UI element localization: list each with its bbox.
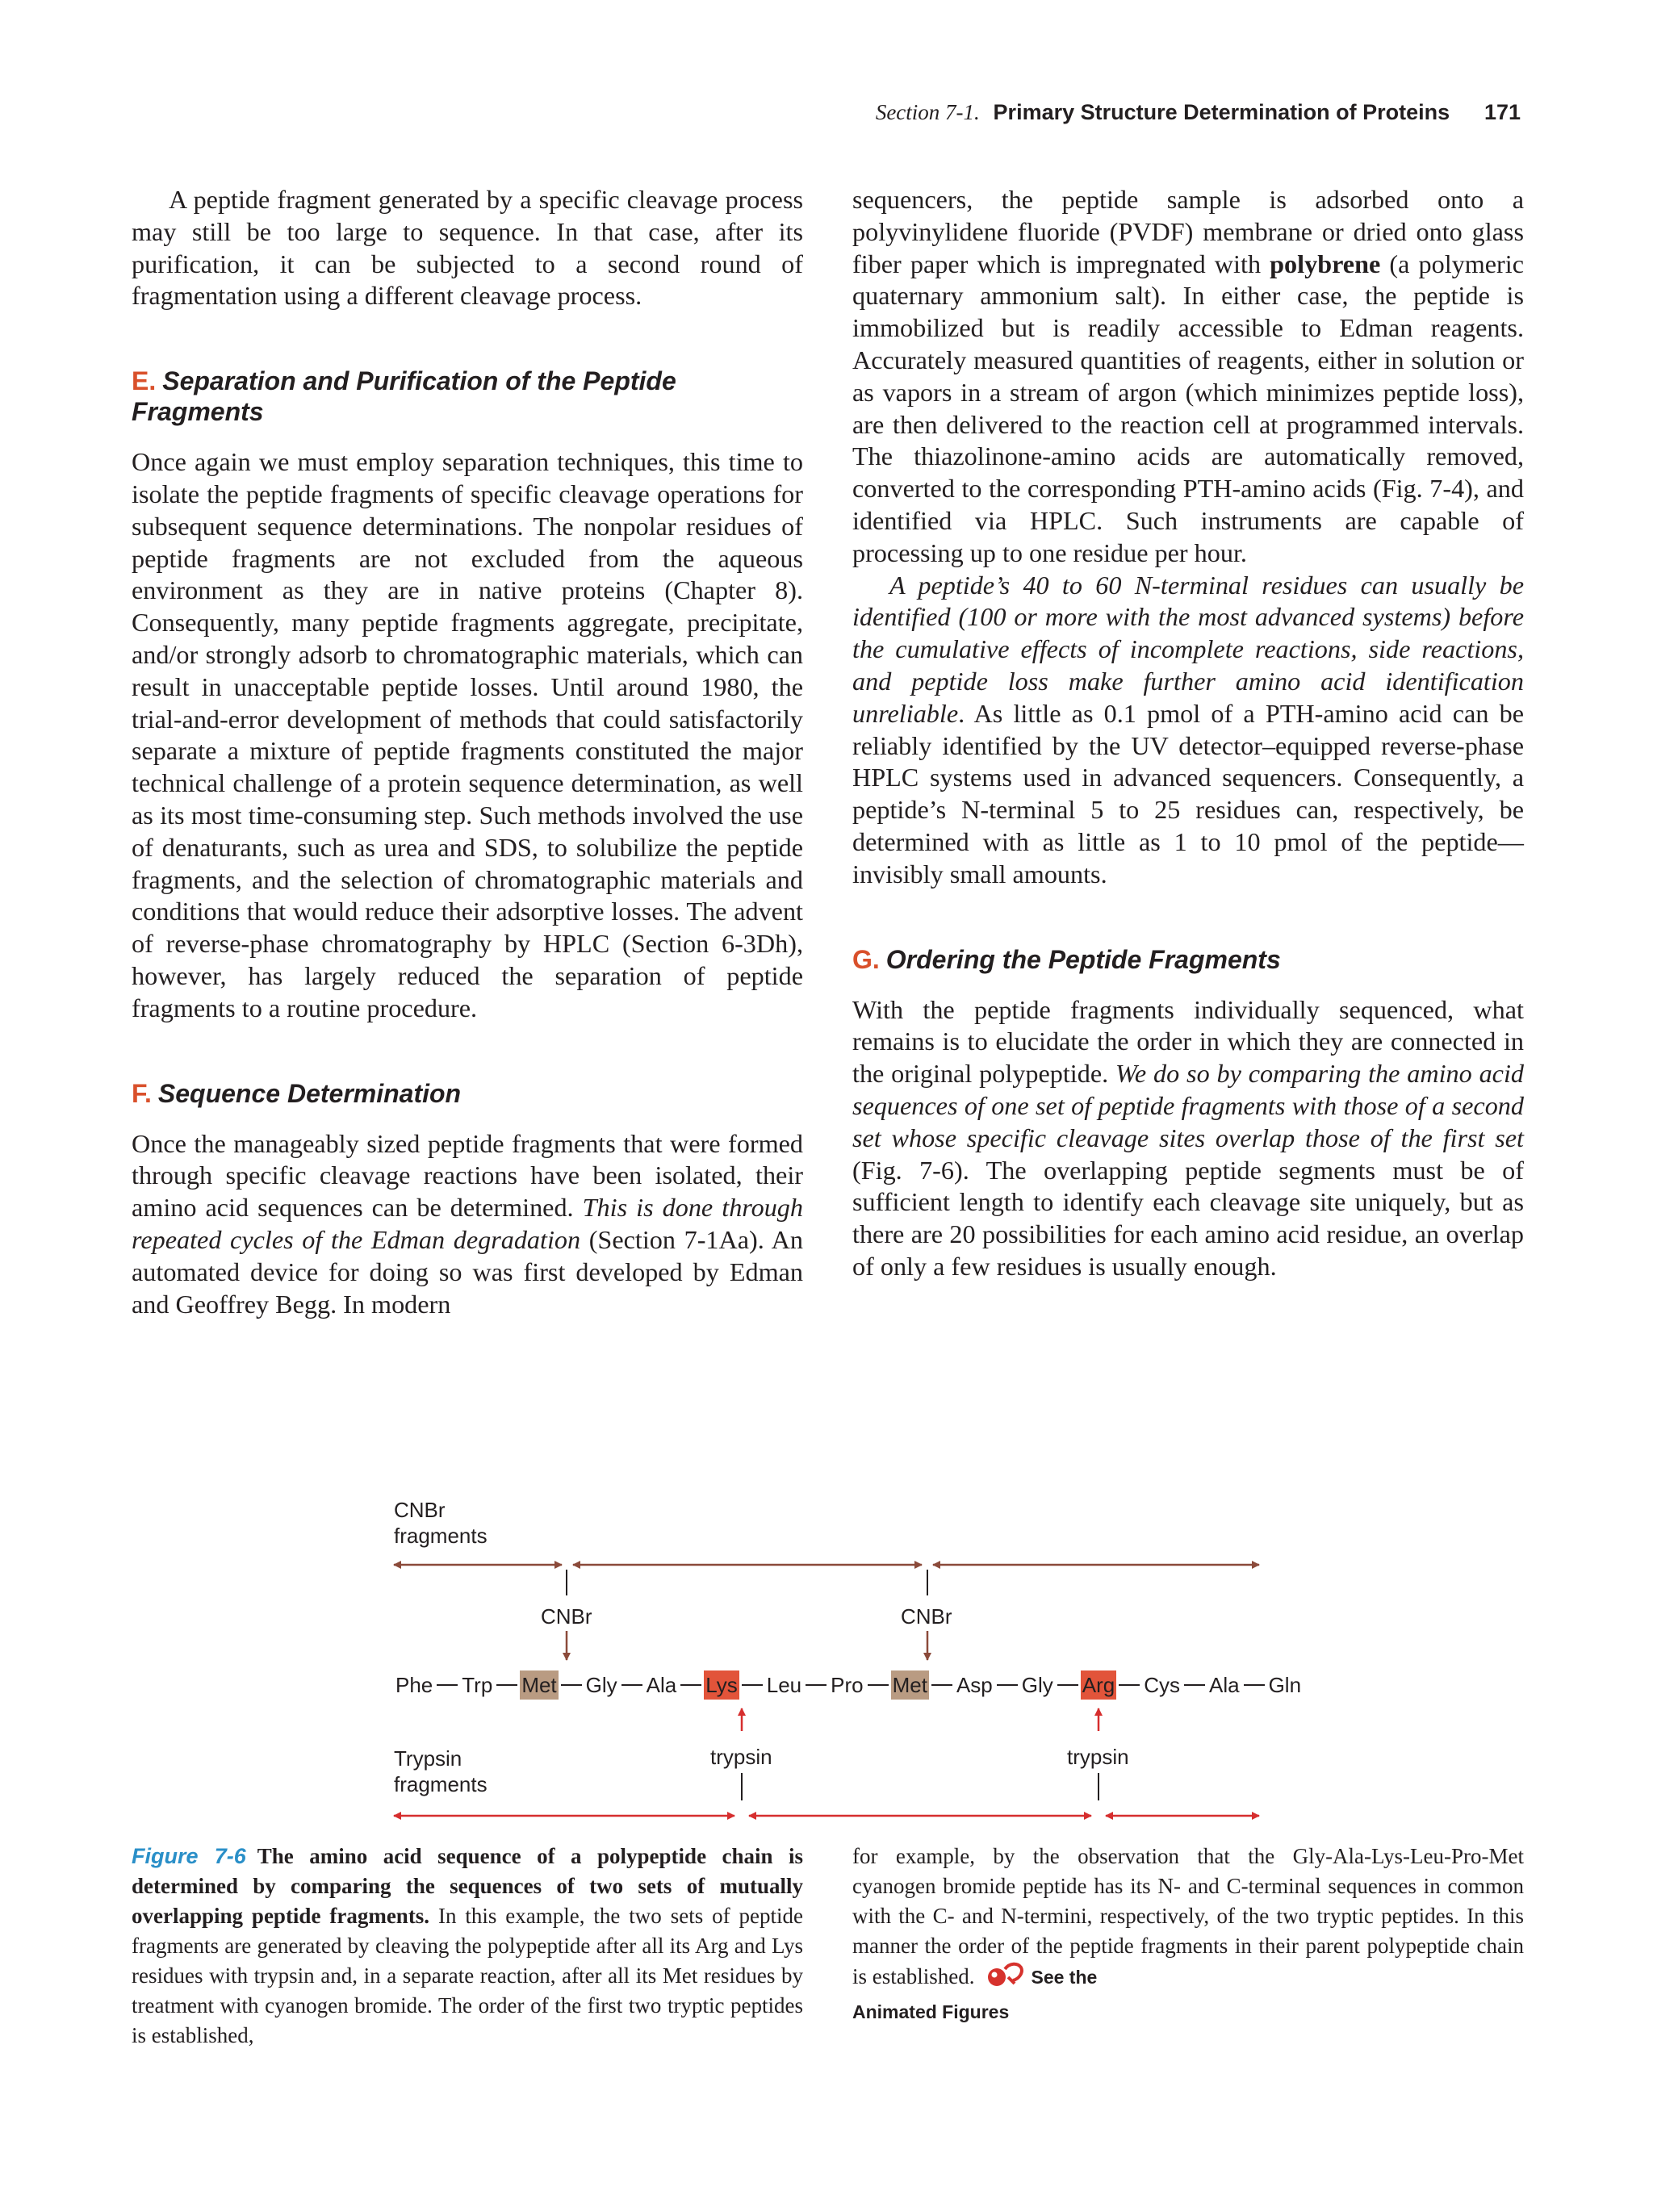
see-animated-figures-link[interactable]: See the Animated Figures: [852, 1967, 1098, 2022]
residue-lys: Lys: [704, 1670, 739, 1700]
figure-arrows: [379, 1489, 1308, 1836]
running-head-section: Section 7-1.: [875, 100, 980, 124]
section-title-g: Ordering the Peptide Fragments: [885, 944, 1281, 974]
residue-phe: Phe: [395, 1673, 433, 1697]
peptide-bond: [621, 1684, 642, 1686]
residue-trp: Trp: [462, 1673, 493, 1697]
figure-caption-left: [132, 1842, 803, 2051]
residue-ala: Ala: [646, 1673, 677, 1697]
peptide-bond: [1184, 1684, 1205, 1686]
section-title-e: Separation and Purification of the Peptide Fragments: [132, 366, 676, 427]
figure-caption-right: [852, 1842, 1524, 2027]
residue-pro: Pro: [831, 1673, 864, 1697]
caption-text-right: for example, by the observation that the Gly-Ala-Lys-Leu-Pro-Met cyanogen bromide peptide has its N- and C-terminal sequences in common with the C- and N-termini, respectively, of the two tryptic peptides. In this manner the order of the peptide fragments in their parent polypeptide chain is established.: [852, 1844, 1524, 1989]
paragraph-sequence-determination: Once the manageably sized peptide fragments that were formed through specific cleavage reactions have been isolated, their amino acid sequences can be determined. This is done through repeated cycles of the Edman degradation (Section 7-1Aa). An automated device for doing so was first developed by Edman and Geoffrey Begg. In modern: [132, 1128, 803, 1319]
section-letter-e: E.: [132, 366, 157, 396]
right-column: [852, 184, 1524, 1283]
label-cnbr-fragments: CNBr fragments: [394, 1498, 488, 1548]
residue-met: Met: [891, 1670, 929, 1700]
figure-7-6: [379, 1489, 1308, 1836]
running-head-title: Primary Structure Determination of Proteins: [993, 100, 1450, 124]
paragraph-n-terminal: A peptide’s 40 to 60 N-terminal residues can usually be identified (100 or more with the most advanced systems) before the cumulative effects of incomplete reactions, side reactions, and peptide loss make further amino acid identification unreliable. As little as 0.1 pmol of a PTH-amino acid can be reliably identified by the UV detector–equipped reverse-phase HPLC systems used in advanced sequencers. Consequently, a peptide’s N-terminal 5 to 25 residues can, respectively, be determined with as little as 1 to 10 pmol of the peptide—invisibly small amounts.: [852, 570, 1524, 889]
figure-label: Figure 7-6: [132, 1844, 246, 1868]
polypeptide-sequence: [394, 1670, 1303, 1700]
animated-figure-icon[interactable]: [986, 1961, 1024, 1997]
label-cnbr-site-2: CNBr: [901, 1604, 952, 1629]
peptide-bond: [496, 1684, 517, 1686]
section-letter-g: G.: [852, 944, 880, 974]
paragraph-ordering: With the peptide fragments individually sequenced, what remains is to elucidate the order in which they are connected in the original polypeptide. We do so by comparing the amino acid sequences of one set of peptide fragments with those of a second set whose specific cleavage sites overlap those of the first set (Fig. 7-6). The overlapping peptide segments must be of sufficient length to identify each cleavage site uniquely, but as there are 20 possibilities for each amino acid residue, an overlap of only a few residues is usually enough.: [852, 994, 1524, 1281]
residue-ala: Ala: [1209, 1673, 1240, 1697]
peptide-bond: [806, 1684, 826, 1686]
residue-cys: Cys: [1144, 1673, 1180, 1697]
residue-gln: Gln: [1268, 1673, 1302, 1697]
residue-gly: Gly: [1021, 1673, 1053, 1697]
section-heading-g: [852, 944, 1524, 975]
residue-arg: Arg: [1081, 1670, 1116, 1700]
section-letter-f: F.: [132, 1078, 152, 1108]
residue-gly: Gly: [585, 1673, 617, 1697]
left-column: [132, 184, 803, 1320]
peptide-bond: [1057, 1684, 1078, 1686]
peptide-bond: [1119, 1684, 1140, 1686]
peptide-bond: [997, 1684, 1018, 1686]
paragraph-intro: A peptide fragment generated by a specific cleavage process may still be too large to sequence. In that case, after its purification, it can be subjected to a second round of fragmentation using a different cleavage process.: [132, 185, 803, 311]
residue-leu: Leu: [766, 1673, 802, 1697]
peptide-bond: [742, 1684, 763, 1686]
peptide-bond: [931, 1684, 952, 1686]
label-trypsin-fragments: Trypsin fragments: [394, 1746, 488, 1796]
label-trypsin-site-2: trypsin: [1067, 1745, 1129, 1769]
label-cnbr-site-1: CNBr: [541, 1604, 592, 1629]
peptide-bond: [868, 1684, 889, 1686]
paragraph-sequencers: sequencers, the peptide sample is adsorbed onto a polyvinylidene fluoride (PVDF) membrane or dried onto glass fiber paper which is impregnated with polybrene (a polymeric quaternary ammonium salt). In either case, the peptide is immobilized but is readily accessible to Edman reagents. Accurately measured quantities of reagents, either in solution or as vapors in a stream of argon (which minimizes peptide loss), are then delivered to the reaction cell at programmed intervals. The thiazolinone-amino acids are automatically removed, converted to the corresponding PTH-amino acids (Fig. 7-4), and identified via HPLC. Such instruments are capable of processing up to one residue per hour.: [852, 185, 1525, 567]
section-heading-f: [132, 1078, 803, 1109]
page-number: 171: [1484, 100, 1521, 124]
running-head: [807, 100, 1521, 125]
caption-text-left: In this example, the two sets of peptide fragments are generated by cleaving the polypeptide after all its Arg and Lys residues with trypsin and, in a separate reaction, after all its Met residues by treatment with cyanogen bromide. The order of the first two tryptic peptides is established,: [132, 1904, 803, 2047]
caption-bold: The amino acid sequence of a polypeptide chain is determined by comparing the sequences of two sets of mutually overlapping peptide fragments.: [132, 1844, 803, 1928]
section-heading-e: [132, 366, 803, 427]
section-title-f: Sequence Determination: [157, 1078, 462, 1108]
residue-asp: Asp: [956, 1673, 993, 1697]
paragraph-separation: Once again we must employ separation techniques, this time to isolate the peptide fragments of specific cleavage operations for subsequent sequence determinations. The nonpolar residues of peptide fragments are not excluded from the aqueous environment as they are in native proteins (Chapter 8). Consequently, many peptide fragments aggregate, precipitate, and/or strongly adsorb to chromatographic materials, which can result in unacceptable peptide losses. Until around 1980, the trial-and-error development of methods that could satisfactorily separate a mixture of peptide fragments constituted the major technical challenge of a protein sequence determination, as well as its most time-consuming step. Such methods involved the use of denaturants, such as urea and SDS, to solubilize the peptide fragments, and the selection of chromatographic materials and conditions that would reduce their adsorptive losses. The advent of reverse-phase chromatography by HPLC (Section 6-3Dh), however, has largely reduced the separation of peptide fragments to a routine procedure.: [132, 447, 803, 1022]
peptide-bond: [437, 1684, 458, 1686]
peptide-bond: [1244, 1684, 1265, 1686]
peptide-bond: [680, 1684, 701, 1686]
residue-met: Met: [520, 1670, 558, 1700]
label-trypsin-site-1: trypsin: [710, 1745, 772, 1769]
peptide-bond: [561, 1684, 582, 1686]
